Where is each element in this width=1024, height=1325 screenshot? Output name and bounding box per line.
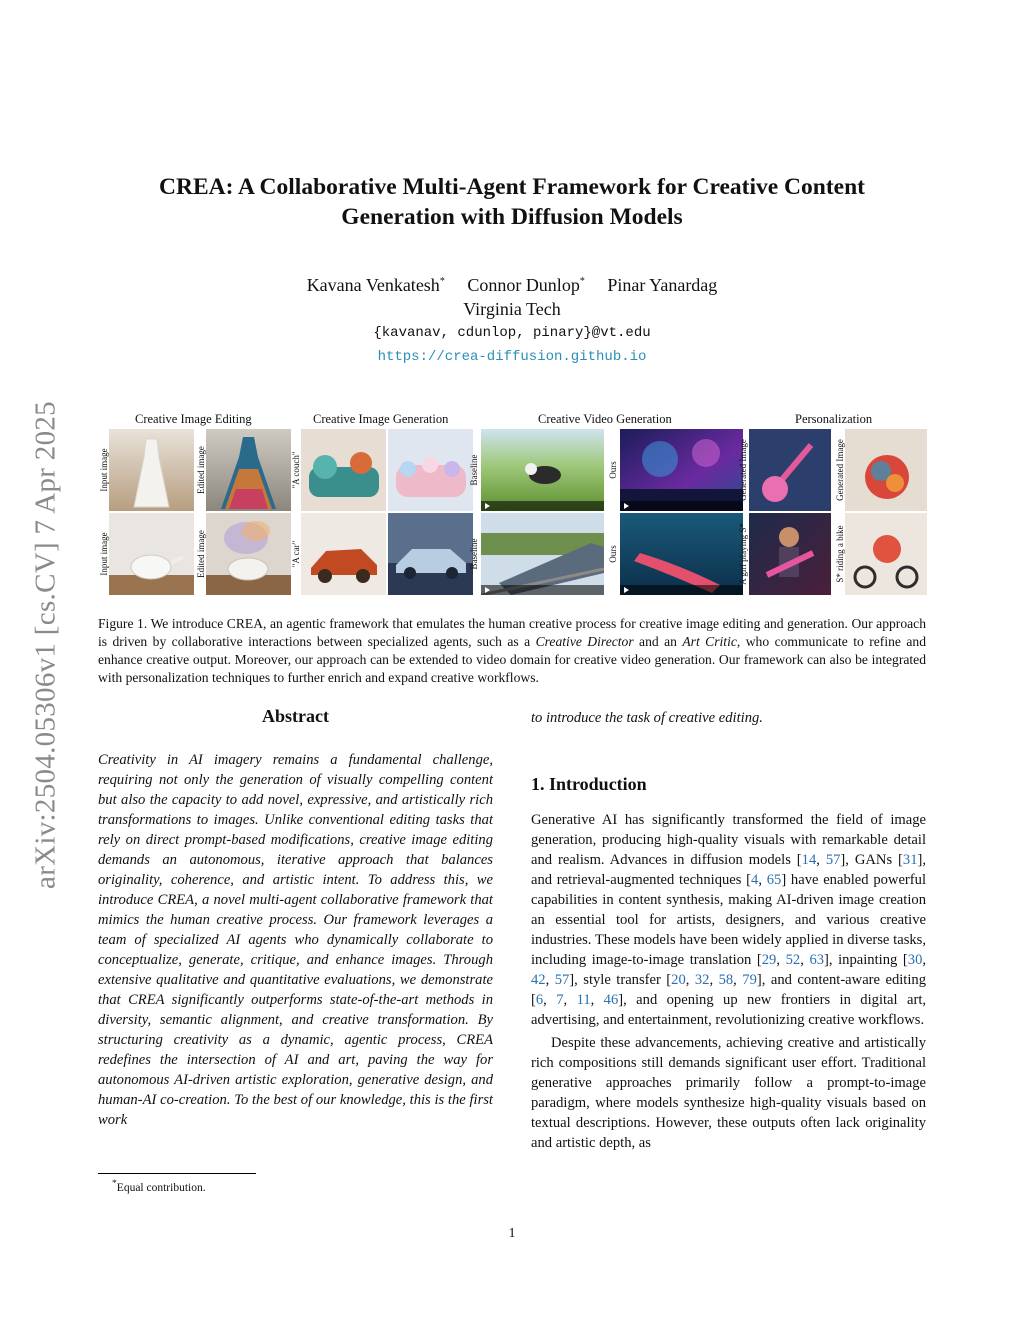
intro-text: ], and content-aware editing [ [531, 972, 927, 1008]
intro-text: , [800, 952, 810, 968]
video-play-bar[interactable] [481, 585, 604, 595]
intro-text: , [776, 952, 786, 968]
intro-text: , [922, 952, 927, 968]
author-list [120, 270, 904, 297]
image-couch-2 [388, 429, 473, 511]
intro-text: , [590, 992, 604, 1008]
citation-link[interactable]: 57 [554, 972, 570, 988]
intro-text: ] have enabled powerful capabilities in content synthesis, making AI-driven image creation an essential tool for artists, designers, and various creative industries. These models have been widely applied in diverse tasks, including image-to-image translation [ [531, 872, 926, 968]
video-ours-fantasy [620, 429, 743, 511]
intro-text: Generative AI has significantly transformed the field of image generation, producing high-quality visuals with remarkable detail and realism. Advances in diffusion models [ [531, 812, 926, 868]
citation-link[interactable]: 31 [902, 852, 918, 868]
citation-link[interactable]: 32 [694, 972, 710, 988]
title-line-2: Generation with Diffusion Models [341, 204, 683, 230]
citation-link[interactable]: 11 [576, 992, 591, 1008]
abstract-body: Creativity in AI imagery remains a fundamental challenge, requiring not only the generation of visually compelling content but also the capacity to add novel, expressive, and artistically rich transformations to images. Unlike conventional editing tasks that rely on direct prompt-based modifications, creative image editing demands an autonomous, iterative approach that balances originality, coherence, and artistic intent. To address this, we introduce CREA, a novel multi-agent collaborative framework that mimics the human creative process. Our framework leverages a team of specialized AI agents who dynamically collaborate to conceptualize, generate, critique, and enhance images. Through extensive qualitative and quantitative evaluations, we demonstrate that CREA significantly outperforms state-of-the-art methods in diversity, semantic alignment, and creative transformation. By structuring creativity as a dynamic, agentic process, CREA redefines the intersection of AI and art, paving the way for autonomous AI-driven artistic exploration, generative design, and human-AI co-creation. To the best of our knowledge, this is the first work [98, 752, 493, 1128]
introduction-body [531, 810, 926, 1153]
video-baseline-train [481, 513, 604, 595]
page-number: 1 [508, 1226, 516, 1241]
citation-link[interactable]: 52 [785, 952, 801, 968]
author-name: Connor Dunlop [467, 275, 580, 295]
image-edited-teapot [206, 513, 291, 595]
label-baseline: Baseline [469, 538, 479, 570]
label-generated-image: Generated Image [738, 439, 748, 501]
video-play-bar[interactable] [620, 501, 743, 511]
play-icon[interactable] [485, 587, 490, 593]
video-ours-underwater [620, 513, 743, 595]
video-play-bar[interactable] [481, 501, 604, 511]
footnote-text: Equal contribution. [116, 1181, 206, 1194]
intro-text: , [563, 992, 577, 1008]
citation-link[interactable]: 14 [801, 852, 817, 868]
label-prompt-bike: S* riding a bike [835, 525, 845, 583]
arxiv-stamp-text: arXiv:2504.05306v1 [cs.CV] 7 Apr 2025 [29, 401, 62, 889]
citation-link[interactable]: 42 [531, 972, 546, 988]
caption-emphasis: Art Critic [682, 634, 737, 649]
image-edited-dress [206, 429, 291, 511]
intro-text: , [758, 872, 767, 888]
citation-link[interactable]: 6 [535, 992, 544, 1008]
group-title-generation: Creative Image Generation [313, 412, 449, 426]
intro-text: , [543, 992, 557, 1008]
intro-text: ], and retrieval-augmented techniques [ [531, 852, 926, 888]
intro-text: , [545, 972, 555, 988]
image-car-2 [388, 513, 473, 595]
citation-link[interactable]: 20 [671, 972, 686, 988]
group-title-video: Creative Video Generation [538, 412, 672, 426]
citation-link[interactable]: 46 [603, 992, 619, 1008]
figure-caption: Figure 1. We introduce CREA, an agentic framework that emulates the human creative process for creative image editing and generation. Our approach is driven by collaborative interactions between specialized agents, such as a Creative Director and an Art Critic, who communicate to refine and enhance creative output. Moreover, our approach can be extended to video domain for creative video generation. Our framework can also be integrated with personalization techniques to further enrich and expand creative workflows. [98, 616, 926, 685]
citation-link[interactable]: 7 [556, 992, 564, 1008]
author-block [120, 270, 904, 369]
intro-text: ], GANs [ [840, 852, 903, 868]
image-generated-creature [845, 429, 927, 511]
intro-text: ], inpainting [ [824, 952, 908, 968]
label-prompt-couch: "A couch" [291, 451, 301, 489]
author-name: Kavana Venkatesh [306, 275, 440, 295]
label-generated-image: Generated Image [835, 439, 845, 501]
intro-text: , [709, 972, 719, 988]
citation-link[interactable]: 30 [907, 952, 923, 968]
play-icon[interactable] [485, 503, 490, 509]
label-input-image: Input image [99, 532, 109, 576]
video-play-bar[interactable] [620, 585, 743, 595]
label-edited-image: Edited image [196, 446, 206, 494]
label-ours: Ours [608, 545, 618, 563]
caption-emphasis: Creative Director [535, 634, 634, 649]
author-mark: * [579, 276, 585, 287]
group-title-editing: Creative Image Editing [135, 412, 252, 426]
label-ours: Ours [608, 461, 618, 479]
image-couch-1 [301, 429, 386, 511]
play-icon[interactable] [624, 587, 629, 593]
citation-link[interactable]: 79 [742, 972, 757, 988]
image-car-1 [301, 513, 386, 595]
citation-link[interactable]: 29 [761, 952, 777, 968]
label-prompt-girl: A girl playing S* [738, 523, 748, 585]
intro-text: , [733, 972, 743, 988]
footnote-mark: * [112, 1178, 117, 1189]
title-line-1: CREA: A Collaborative Multi-Agent Framework for Creative Content [159, 174, 865, 200]
author-name: Pinar Yanardag [607, 275, 718, 295]
citation-link[interactable]: 63 [809, 952, 825, 968]
author-mark: * [439, 276, 445, 287]
intro-paragraph-1 [531, 810, 926, 1030]
image-input-teapot [109, 513, 194, 595]
image-input-dress [109, 429, 194, 511]
label-baseline: Baseline [469, 454, 479, 486]
citation-link[interactable]: 65 [766, 872, 782, 888]
abstract-heading: Abstract [262, 706, 329, 726]
affiliation: Virginia Tech [463, 299, 561, 319]
teaser-figure [97, 412, 927, 602]
label-input-image: Input image [99, 448, 109, 492]
paper-title [120, 172, 904, 232]
citation-link[interactable]: 4 [751, 872, 759, 888]
footnote-rule [98, 1173, 256, 1174]
footnote [112, 1178, 206, 1194]
intro-text: , [685, 972, 695, 988]
image-riding-bike [845, 513, 927, 595]
abstract-continuation: to introduce the task of creative editing. [531, 710, 763, 726]
group-title-personalization: Personalization [795, 412, 873, 426]
citation-link[interactable]: 57 [825, 852, 841, 868]
section-heading-introduction: 1. Introduction [531, 774, 647, 794]
arxiv-stamp [28, 360, 64, 930]
project-url-link[interactable]: https://crea-diffusion.github.io [377, 349, 647, 365]
intro-text: ], style transfer [ [569, 972, 672, 988]
image-generated-guitar [749, 429, 831, 511]
video-baseline-dog [481, 429, 604, 511]
play-icon[interactable] [624, 503, 629, 509]
intro-paragraph-2: Despite these advancements, achieving creative and artistically rich compositions still demands significant user effort. Traditional generative approaches primarily follow a prompt-to-image paradigm, where models synthesize high-quality visuals based on textual descriptions. However, these outputs often lack originality and artistic depth, as [531, 1035, 926, 1151]
email: {kavanav, cdunlop, pinary}@vt.edu [373, 325, 651, 341]
label-edited-image: Edited image [196, 530, 206, 578]
image-girl-playing [749, 513, 831, 595]
intro-text: ], and opening up new frontiers in digital art, advertising, and entertainment, revolutionizing creative workflows. [531, 992, 927, 1028]
label-prompt-car: "A car" [291, 540, 301, 568]
intro-text: , [816, 852, 826, 868]
citation-link[interactable]: 58 [718, 972, 734, 988]
